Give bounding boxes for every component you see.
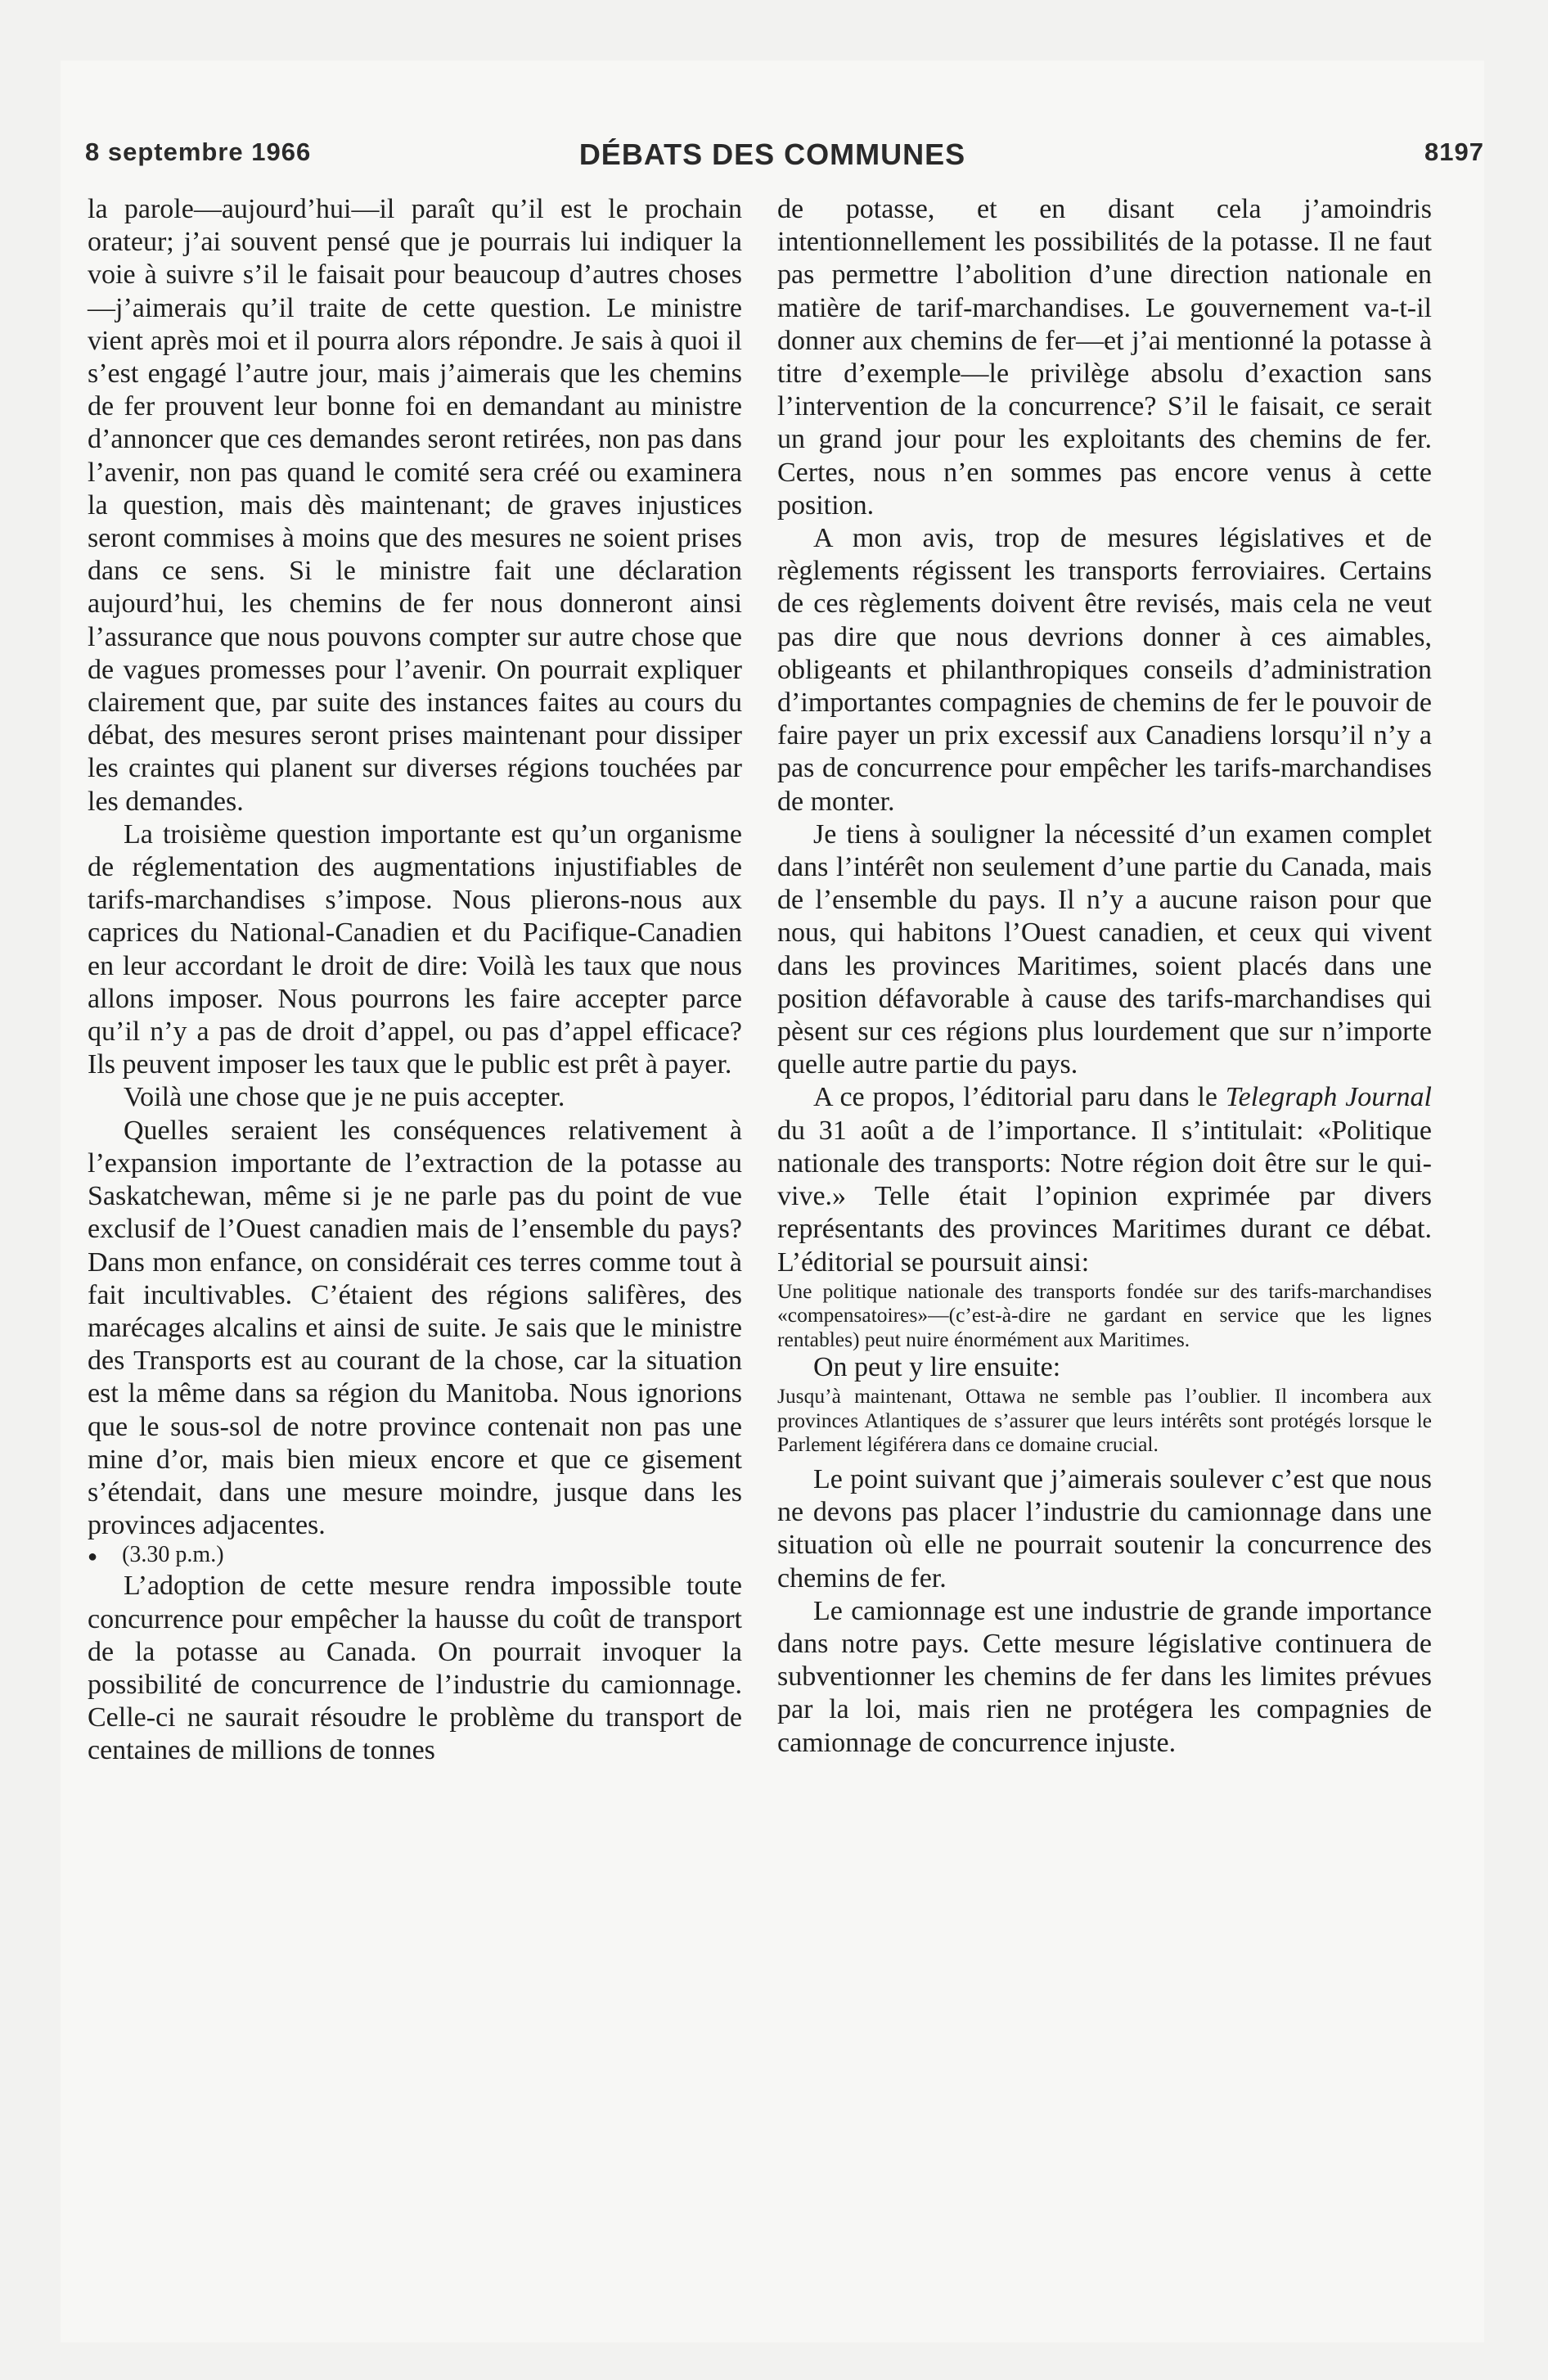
paragraph: de potasse, et en disant cela j’amoindris intentionnellement les possibilités de la potasse. Il ne faut pas permettre l’abolition d’une direction nationale en matière de tarif-marchandises. Le gouvernement va-t-il donner aux chemins de fer—et j’ai mentionné la potasse à titre d’exemple—le privilège absolu d’exaction sans l’intervention de la concurrence? S’il le faisait, ce serait un grand jour pour les exploitants des chemins de fer. Certes, nous n’en sommes pas encore venus à cette position. bbox=[777, 194, 1432, 521]
bullet-icon: ● bbox=[88, 1548, 98, 1566]
paragraph: Quelles seraient les conséquences relativement à l’expansion importante de l’extraction de la potasse au Saskatchewan, même si je ne parle pas du point de vue exclusif de l’Ouest canadien mais de l’ensemble du pays? Dans mon enfance, on considérait ces terres comme tout à fait incultivables. C’étaient des régions salifères, des marécages alcalins et ainsi de suite. Je sais que le ministre des Transports est au courant de la chose, car la situation est la même dans sa région du Manitoba. Nous ignorions que le sous-sol de notre province contenait non pas une mine d’or, mais bien mieux encore et que ce gisement s’étendait, dans une mesure moindre, jusque dans les provinces adjacentes. bbox=[88, 1115, 742, 1541]
paragraph: On peut y lire ensuite: bbox=[813, 1352, 1061, 1383]
paragraph: La troisième question importante est qu’un organisme de réglementation des augmentations injustifiables de tarifs-marchandises s’impose. Nous plierons-nous aux caprices du National-Canadien et du Pacifique-Canadien en leur accordant le droit de dire: Voilà les taux que nous allons imposer. Nous pourrons les faire accepter parce qu’il n’y a pas de droit d’appel, ou pas d’appel efficace? Ils peuvent imposer les taux que le public est prêt à payer. bbox=[88, 818, 742, 1080]
header-date: 8 septembre 1966 bbox=[85, 137, 312, 166]
text-run: du 31 août a de l’importance. Il s’intitulait: «Politique nationale des transports: Notre région doit être sur le qui-vive.» Telle était l’opinion exprimée par divers représentants des provinces Maritimes durant ce débat. L’éditorial se poursuit ainsi: bbox=[777, 1115, 1432, 1278]
newspaper-title: Telegraph Journal bbox=[1225, 1082, 1432, 1113]
block-quote: Jusqu’à maintenant, Ottawa ne semble pas l’oublier. Il incombera aux provinces Atlantiques de s’assurer que leurs intérêts sont protégés lorsque le Parlement légiférera dans ce domaine crucial. bbox=[777, 1384, 1432, 1457]
paragraph: L’adoption de cette mesure rendra impossible toute concurrence pour empêcher la hausse du coût de transport de la potasse au Canada. On pourrait invoquer la possibilité de concurrence de l’industrie du camionnage. Celle-ci ne saurait résoudre le problème du transport de centaines de millions de tonnes bbox=[88, 1571, 742, 1766]
spacer bbox=[777, 1457, 1432, 1463]
paragraph: la parole—aujourd’hui—il paraît qu’il est le prochain orateur; j’ai souvent pensé que je pourrais lui indiquer la voie à suivre s’il le faisait pour beaucoup d’autres choses—j’aimerais qu’il traite de cette question. Le ministre vient après moi et il pourra alors répondre. Je sais à quoi il s’est engagé l’autre jour, mais j’aimerais que les chemins de fer prouvent leur bonne foi en demandant au ministre d’annoncer que ces demandes seront retirées, non pas dans l’avenir, non pas quand le comité sera créé ou examinera la question, mais dès maintenant; de graves injustices seront commises à moins que des mesures ne soient prises dans ce sens. Si le ministre fait une déclaration aujourd’hui, les chemins de fer nous donneront ainsi l’assurance que nous pouvons compter sur autre chose que de vagues promesses pour l’avenir. On pourrait expliquer clairement que, par suite des instances faites au cours du débat, des mesures seront prises maintenant pour dissiper les craintes qui planent sur diverses régions touchées par les demandes. bbox=[88, 194, 742, 817]
text-run: A ce propos, l’éditorial paru dans le bbox=[813, 1082, 1226, 1113]
running-head bbox=[61, 137, 1484, 187]
paragraph: Le point suivant que j’aimerais soulever c’est que nous ne devons pas placer l’industrie du camionnage dans une situation où elle ne pourrait soutenir la concurrence des chemins de fer. bbox=[777, 1463, 1432, 1593]
timestamp bbox=[88, 1542, 742, 1570]
document-page bbox=[61, 61, 1484, 2342]
timestamp-text: (3.30 p.m.) bbox=[122, 1542, 224, 1568]
paragraph bbox=[777, 1081, 1432, 1278]
block-quote: Une politique nationale des transports fondée sur des tarifs-marchandises «compensatoires»—(c’est-à-dire ne gardant en service que les lignes rentables) peut nuire énormément aux Maritimes. bbox=[777, 1278, 1432, 1351]
paragraph: Le camionnage est une industrie de grande importance dans notre pays. Cette mesure législative continuera de subventionner les chemins de fer dans les limites prévues par la loi, mais rien ne protégera les compagnies de camionnage de concurrence injuste. bbox=[777, 1595, 1432, 1758]
paragraph: Je tiens à souligner la nécessité d’un examen complet dans l’intérêt non seulement d’une partie du Canada, mais de l’ensemble du pays. Il n’y a aucune raison pour que nous, qui habitons l’Ouest canadien, et ceux qui vivent dans les provinces Maritimes, soient placés dans une position défavorable à cause des tarifs-marchandises qui pèsent sur ces régions plus lourdement que sur n’importe quelle autre partie du pays. bbox=[777, 818, 1432, 1080]
header-title: DÉBATS DES COMMUNES bbox=[578, 137, 966, 171]
left-column bbox=[88, 193, 742, 1768]
right-column bbox=[777, 193, 1432, 1760]
header-page-number: 8197 bbox=[1424, 137, 1484, 166]
paragraph: A mon avis, trop de mesures législatives et de règlements régissent les transports ferroviaires. Certains de ces règlements doivent être revisés, mais cela ne veut pas dire que nous devrions donner à ces aimables, obligeants et philanthropiques conseils d’administration d’importantes compagnies de chemins de fer le pouvoir de faire payer un prix excessif aux Canadiens lorsqu’il n’y a pas de concurrence pour empêcher les tarifs-marchandises de monter. bbox=[777, 523, 1432, 817]
paragraph: Voilà une chose que je ne puis accepter. bbox=[124, 1082, 565, 1113]
